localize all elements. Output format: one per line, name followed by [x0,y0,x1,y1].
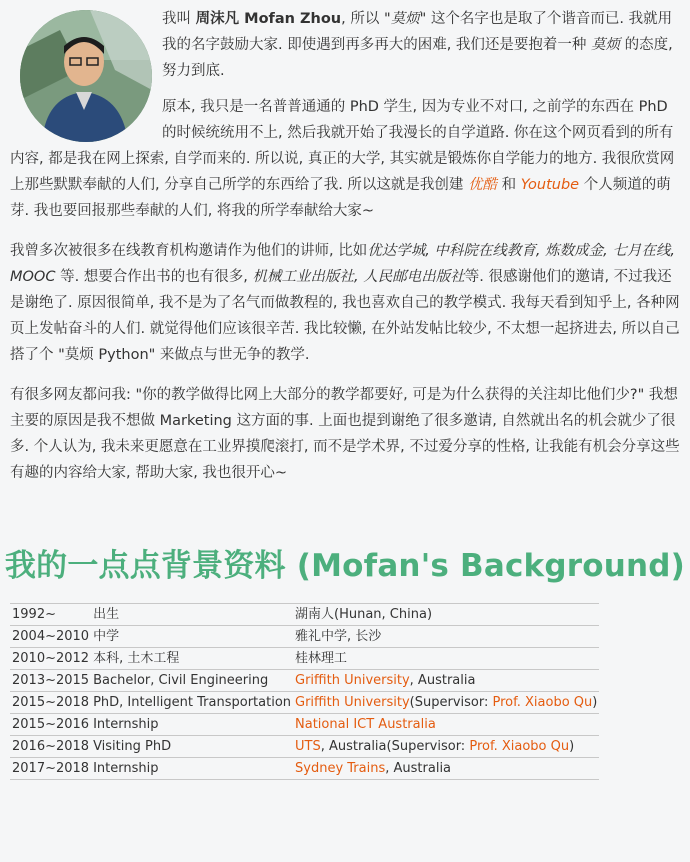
row-year: 2015~2016 [10,714,91,736]
intro-paragraph-4: 有很多网友都问我: "你的教学做得比网上大部分的教学都要好, 可是为什么获得的关注却比他们少?" 我想主要的原因是我不想做 Marketing 这方面的事. 上面也提到谢绝了很多邀请, 自然就出名的机会就少了很多. 个人认为, 我未来更愿意在工业界摸爬滚打, 而不是学术界, 不过爱分享的性格, 让我能有机会分享这些有趣的内容给大家, 帮助大家, 我也很开心~ [10,387,680,481]
education-orgs: 优达学城, 中科院在线教育, 炼数成金, 七月在线, MOOC [10,243,675,285]
place-link[interactable]: UTS [295,739,321,754]
background-heading: 我的一点点背景资料 (Mofan's Background) [4,548,686,584]
table-row [10,604,599,626]
table-row [10,648,599,670]
avatar [20,10,152,142]
intro-p2-text1: 原本, 我只是一名普普通通的 PhD 学生, 因为专业不对口, 之前学的东西在 PhD 的时候统统用不上, 然后我就开始了我漫长的自学道路. 你在这个网页看到的所有内容, 都是我在网上探索, 自学而来的. 所以说, 真正的大学, 其实就是锻炼你自学能力的地方. 我很欣赏网上那些默默奉献的人们, 分享自己所学的东西给了我. 所以这就是我创建 [10,99,675,193]
background-table [10,603,599,780]
row-year: 2016~2018 [10,736,91,758]
intro-p3-text1: 我曾多次被很多在线教育机构邀请作为他们的讲师, 比如 [10,243,368,259]
intro-p2-text2: 个人频道的萌芽. 我也要回报那些奉献的人们, 将我的所学奉献给大家~ [10,177,671,219]
place-link[interactable]: Griffith University [295,695,410,710]
intro-p1-mid: , 所以 [341,11,384,27]
row-place [293,714,599,736]
place-link[interactable]: Sydney Trains [295,761,386,776]
row-place [293,604,599,626]
row-place [293,692,599,714]
intro-p1-pre: 我叫 [162,11,196,27]
place-text: 桂林理工 [295,651,348,666]
youku-link[interactable]: 优酷 [468,177,498,193]
row-place [293,758,599,780]
place-text: 雅礼中学, 长沙 [295,629,382,644]
row-year: 2013~2015 [10,670,91,692]
row-activity: Visiting PhD [91,736,293,758]
row-place [293,736,599,758]
intro-p2-and: 和 [497,177,521,193]
table-row [10,626,599,648]
place-text: , Australia [385,761,452,776]
row-year: 2017~2018 [10,758,91,780]
row-activity: PhD, Intelligent Transportation [91,692,293,714]
row-activity: 中学 [91,626,293,648]
row-year: 1992~ [10,604,91,626]
place-link[interactable]: Prof. Xiaobo Qu [492,695,593,710]
table-row [10,758,599,780]
place-text: , Australia(Supervisor: [320,739,470,754]
intro-paragraph-3 [10,238,680,368]
row-year: 2015~2018 [10,692,91,714]
row-activity: 本科, 土木工程 [91,648,293,670]
table-row [10,714,599,736]
row-activity: Internship [91,758,293,780]
row-activity: 出生 [91,604,293,626]
table-row [10,670,599,692]
place-text: , Australia [409,673,476,688]
row-place [293,626,599,648]
nickname-inline: 莫烦 [591,37,621,53]
intro-p1-end: 的态度, 努力到底. [162,37,673,79]
row-activity: Bachelor, Civil Engineering [91,670,293,692]
row-year: 2010~2012 [10,648,91,670]
place-text: ) [592,695,598,710]
row-activity: Internship [91,714,293,736]
place-text: 湖南人(Hunan, China) [295,607,433,622]
table-row [10,692,599,714]
publishers: 机械工业出版社, 人民邮电出版社 [252,269,465,285]
table-row [10,736,599,758]
nickname-quote: "莫烦" [383,11,427,27]
avatar-photo [20,10,152,142]
row-place [293,648,599,670]
intro-p3-text2: 等. 想要合作出书的也有很多, [55,269,253,285]
place-link[interactable]: Griffith University [295,673,410,688]
place-link[interactable]: National ICT Australia [295,717,436,732]
intro-p1-post: 这个名字也是取了个谐音而已. 我就用我的名字鼓励大家. 即使遇到再多再大的困难, 我们还是要抱着一种 [162,11,673,53]
author-name: 周沫凡 Mofan Zhou [195,11,342,27]
row-place [293,670,599,692]
place-text: (Supervisor: [409,695,493,710]
place-link[interactable]: Prof. Xiaobo Qu [469,739,570,754]
place-text: ) [569,739,575,754]
youtube-link[interactable]: Youtube [520,177,580,193]
intro-p3-text3: 等. 很感谢他们的邀请, 不过我还是谢绝了. 原因很简单, 我不是为了名气而做教程的, 我也喜欢自己的教学模式. 我每天看到知乎上, 各种网页上发帖奋斗的人们. 就觉得他们应该很辛苦. 我比较懒, 在外站发帖比较少, 不太想一起挤进去, 所以自己搭了个 "莫烦 Python" 来做点与世无争的教学. [10,269,680,363]
row-year: 2004~2010 [10,626,91,648]
